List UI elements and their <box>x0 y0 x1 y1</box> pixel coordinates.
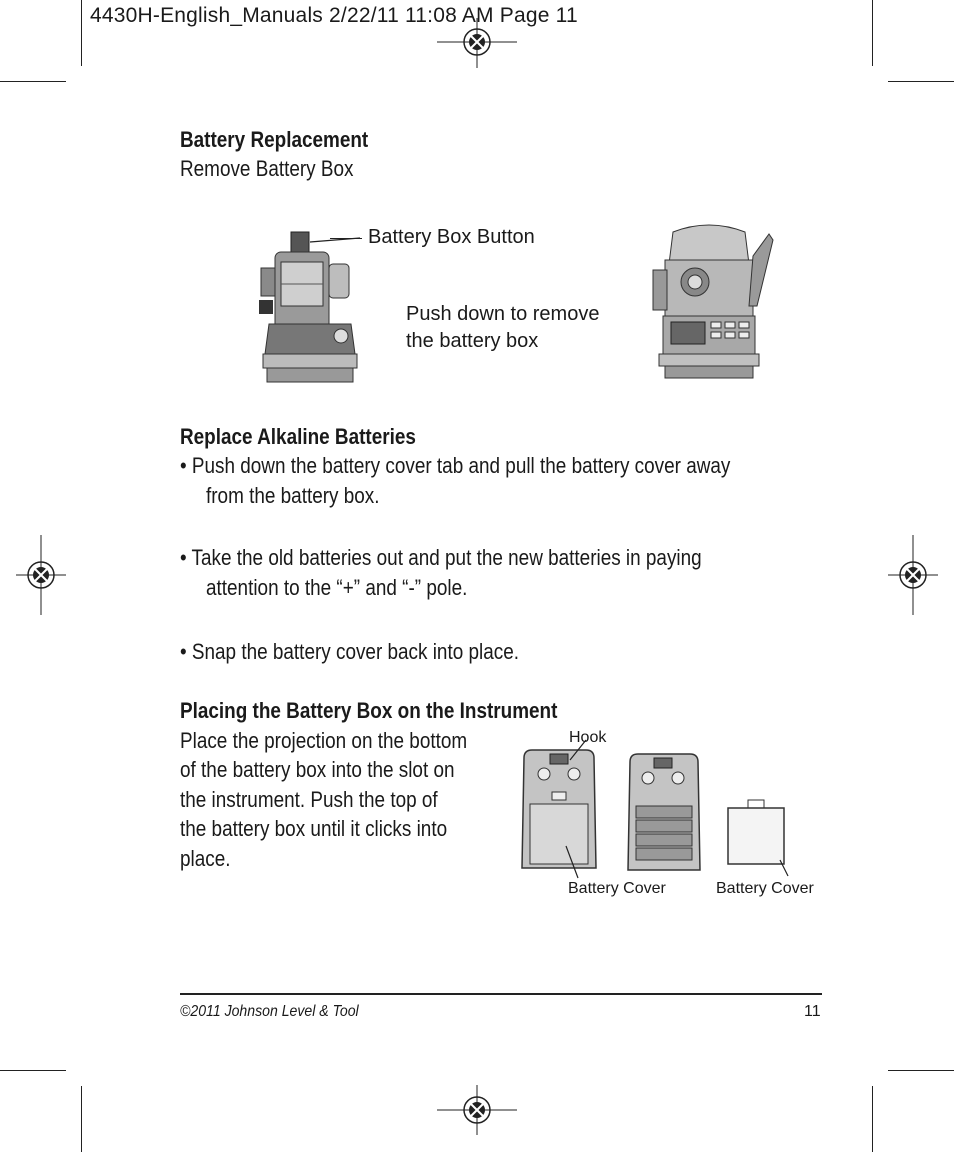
placing-para-line4: the battery box until it clicks into <box>180 816 448 841</box>
bullet2-line1: • Take the old batteries out and put the new batteries in paying <box>180 545 702 570</box>
registration-mark-bottom-icon <box>437 1085 517 1135</box>
bullet2-line2: attention to the “+” and “-” pole. <box>206 575 468 600</box>
crop-mark-top-right-horizontal <box>888 81 954 82</box>
placing-para-line1: Place the projection on the bottom <box>180 728 468 753</box>
push-down-label-line2: the battery box <box>406 330 539 352</box>
battery-box-with-cover-illustration <box>518 748 600 874</box>
battery-cover-label-2: Battery Cover <box>716 880 814 897</box>
battery-cover-illustration <box>724 798 788 878</box>
battery-replacement-heading: Battery Replacement <box>180 127 369 152</box>
placing-para-line5: place. <box>180 846 231 871</box>
replace-batteries-heading: Replace Alkaline Batteries <box>180 424 416 449</box>
placing-para-line3: the instrument. Push the top of <box>180 787 438 812</box>
placing-battery-box-heading: Placing the Battery Box on the Instrument <box>180 698 558 723</box>
battery-box-without-cover-illustration <box>626 752 702 874</box>
copyright-text: ©2011 Johnson Level & Tool <box>180 1003 359 1020</box>
instrument-rear-view-illustration <box>255 228 365 386</box>
registration-mark-left-icon <box>16 535 66 615</box>
bullet1-line1: • Push down the battery cover tab and pull the battery cover away <box>180 453 731 478</box>
footer-rule <box>180 993 822 995</box>
crop-mark-bottom-left-vertical <box>81 1086 82 1152</box>
crop-mark-top-right-vertical <box>872 0 873 66</box>
registration-mark-right-icon <box>888 535 938 615</box>
page-number: 11 <box>804 1003 821 1020</box>
instrument-front-view-illustration <box>645 220 775 382</box>
crop-mark-bottom-right-vertical <box>872 1086 873 1152</box>
push-down-label-line1: Push down to remove <box>406 303 600 325</box>
hook-label: Hook <box>569 729 607 746</box>
crop-mark-bottom-right-horizontal <box>888 1070 954 1071</box>
battery-box-button-label: Battery Box Button <box>368 226 535 248</box>
bullet1-line2: from the battery box. <box>206 483 380 508</box>
placing-para-line2: of the battery box into the slot on <box>180 757 455 782</box>
crop-mark-top-left-vertical <box>81 0 82 66</box>
bullet3-line1: • Snap the battery cover back into place. <box>180 639 519 664</box>
remove-battery-box-subheading: Remove Battery Box <box>180 156 354 181</box>
slug-line: 4430H-English_Manuals 2/22/11 11:08 AM Page 11 <box>90 4 578 27</box>
crop-mark-top-left-horizontal <box>0 81 66 82</box>
battery-box-button-leader <box>330 238 362 239</box>
battery-cover-label-1: Battery Cover <box>568 880 666 897</box>
crop-mark-bottom-left-horizontal <box>0 1070 66 1071</box>
